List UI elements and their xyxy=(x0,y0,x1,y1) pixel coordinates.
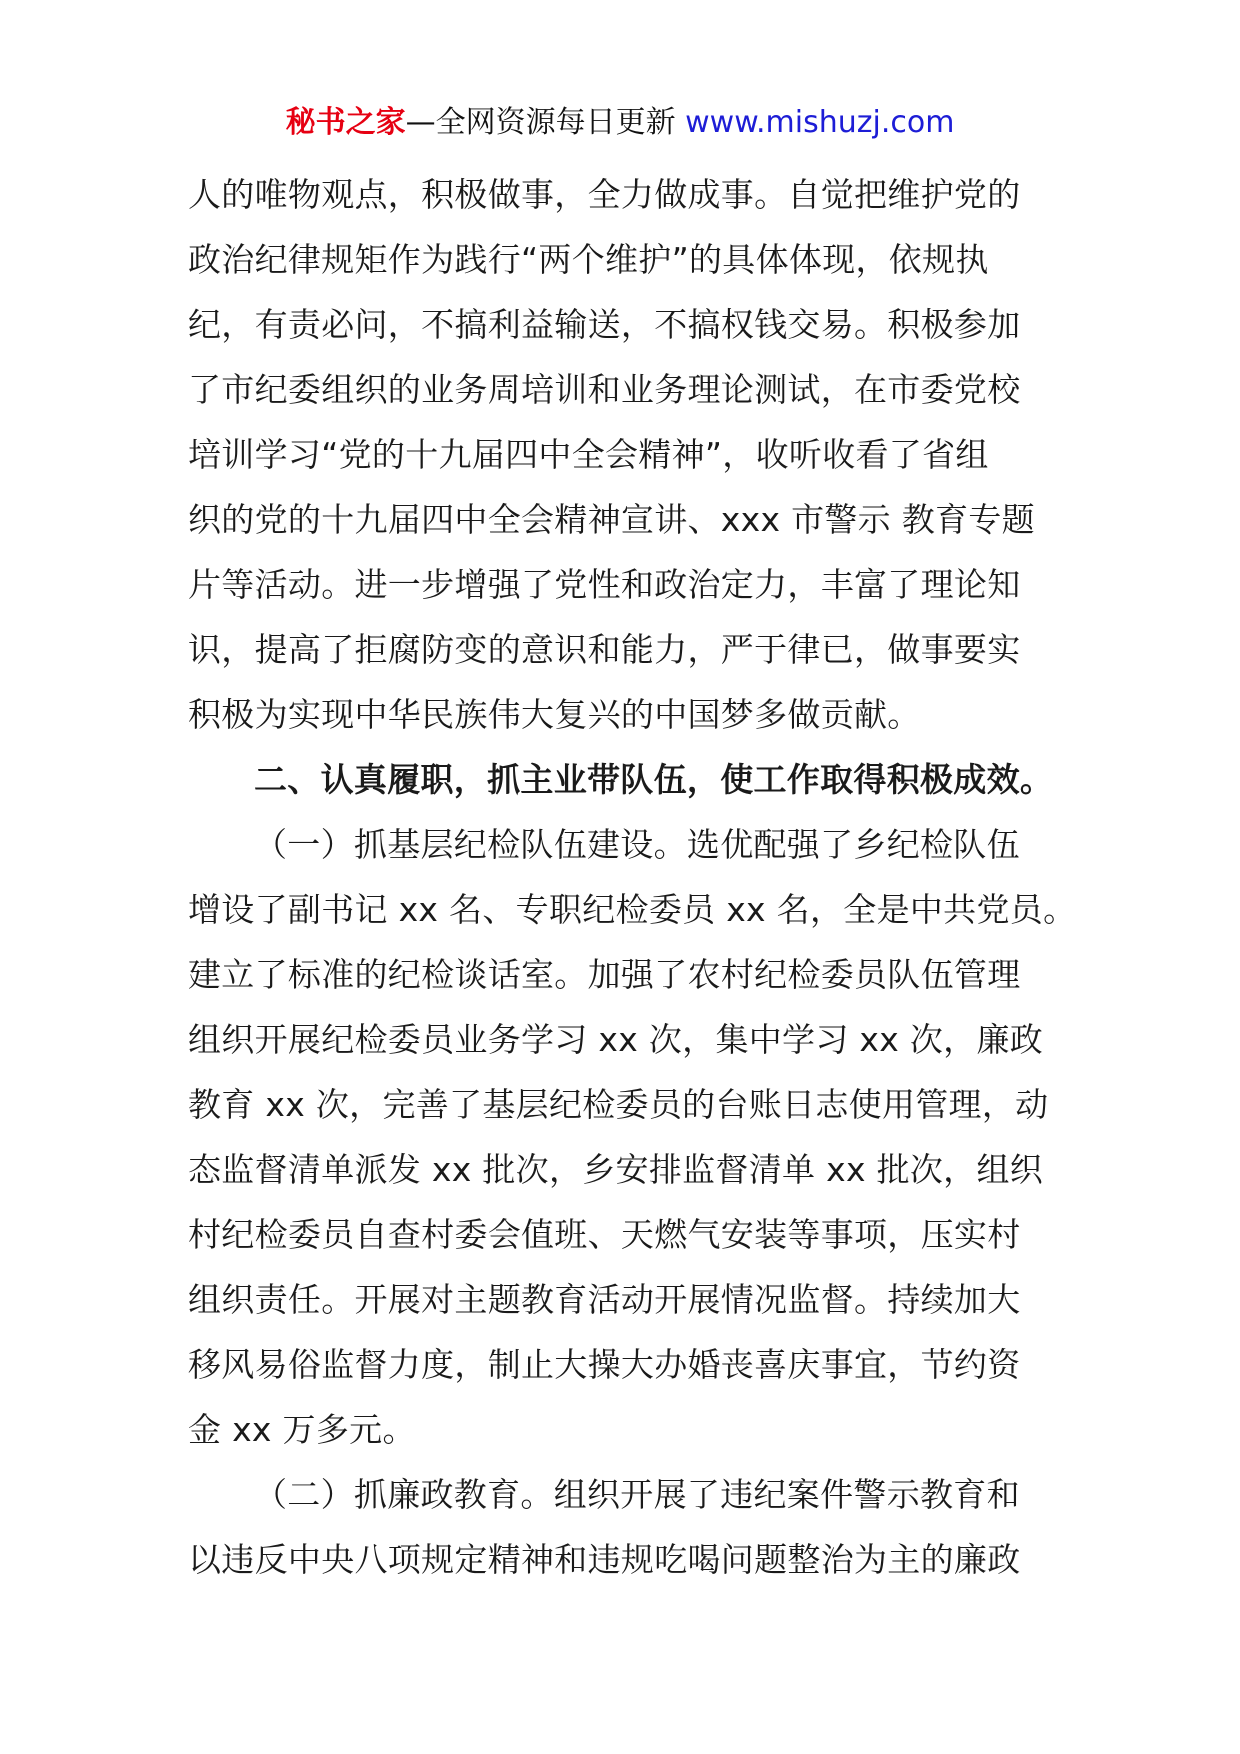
body-line: 教育 xx 次，完善了基层纪检委员的台账日志使用管理，动 xyxy=(188,1085,1049,1124)
body-line: 村纪检委员自查村委会值班、天燃气安装等事项，压实村 xyxy=(188,1215,1021,1254)
body-line: 纪，有责必问，不搞利益输送，不搞权钱交易。积极参加 xyxy=(188,305,1021,344)
document-body xyxy=(188,162,1077,1592)
body-line: 金 xx 万多元。 xyxy=(188,1410,416,1449)
body-line: 组织开展纪检委员业务学习 xx 次，集中学习 xx 次，廉政 xyxy=(188,1020,1044,1059)
body-line: 积极为实现中华民族伟大复兴的中国梦多做贡献。 xyxy=(188,695,921,734)
body-line: 片等活动。进一步增强了党性和政治定力，丰富了理论知 xyxy=(188,565,1021,604)
body-line: 培训学习“党的十九届四中全会精神”，收听收看了省组 xyxy=(188,435,989,474)
body-line: 了市纪委组织的业务周培训和业务理论测试，在市委党校 xyxy=(188,370,1021,409)
body-line: 移风易俗监督力度，制止大操大办婚丧喜庆事宜，节约资 xyxy=(188,1345,1021,1384)
body-line: 建立了标准的纪检谈话室。加强了农村纪检委员队伍管理 xyxy=(188,955,1021,994)
section-heading: 二、认真履职，抓主业带队伍，使工作取得积极成效。 xyxy=(254,760,1054,799)
site-url-link[interactable]: www.mishuzj.com xyxy=(685,105,955,140)
brand-name: 秘书之家 xyxy=(285,105,406,140)
subsection-line: （一）抓基层纪检队伍建设。选优配强了乡纪检队伍 xyxy=(254,825,1020,864)
body-line: 组织责任。开展对主题教育活动开展情况监督。持续加大 xyxy=(188,1280,1021,1319)
site-header xyxy=(0,101,1240,145)
body-line: 识，提高了拒腐防变的意识和能力，严于律已，做事要实 xyxy=(188,630,1021,669)
body-line: 政治纪律规矩作为践行“两个维护”的具体体现，依规执 xyxy=(188,240,989,279)
body-line: 增设了副书记 xx 名、专职纪检委员 xx 名，全是中共党员。 xyxy=(188,890,1077,929)
body-line: 以违反中央八项规定精神和违规吃喝问题整治为主的廉政 xyxy=(188,1540,1021,1579)
body-line: 人的唯物观点，积极做事，全力做成事。自觉把维护党的 xyxy=(188,175,1021,214)
body-line: 织的党的十九届四中全会精神宣讲、xxx 市警示 教育专题 xyxy=(188,500,1035,539)
header-tagline: —全网资源每日更新 xyxy=(405,105,676,140)
body-line: 态监督清单派发 xx 批次，乡安排监督清单 xx 批次，组织 xyxy=(188,1150,1044,1189)
subsection-line: （二）抓廉政教育。组织开展了违纪案件警示教育和 xyxy=(254,1475,1020,1514)
